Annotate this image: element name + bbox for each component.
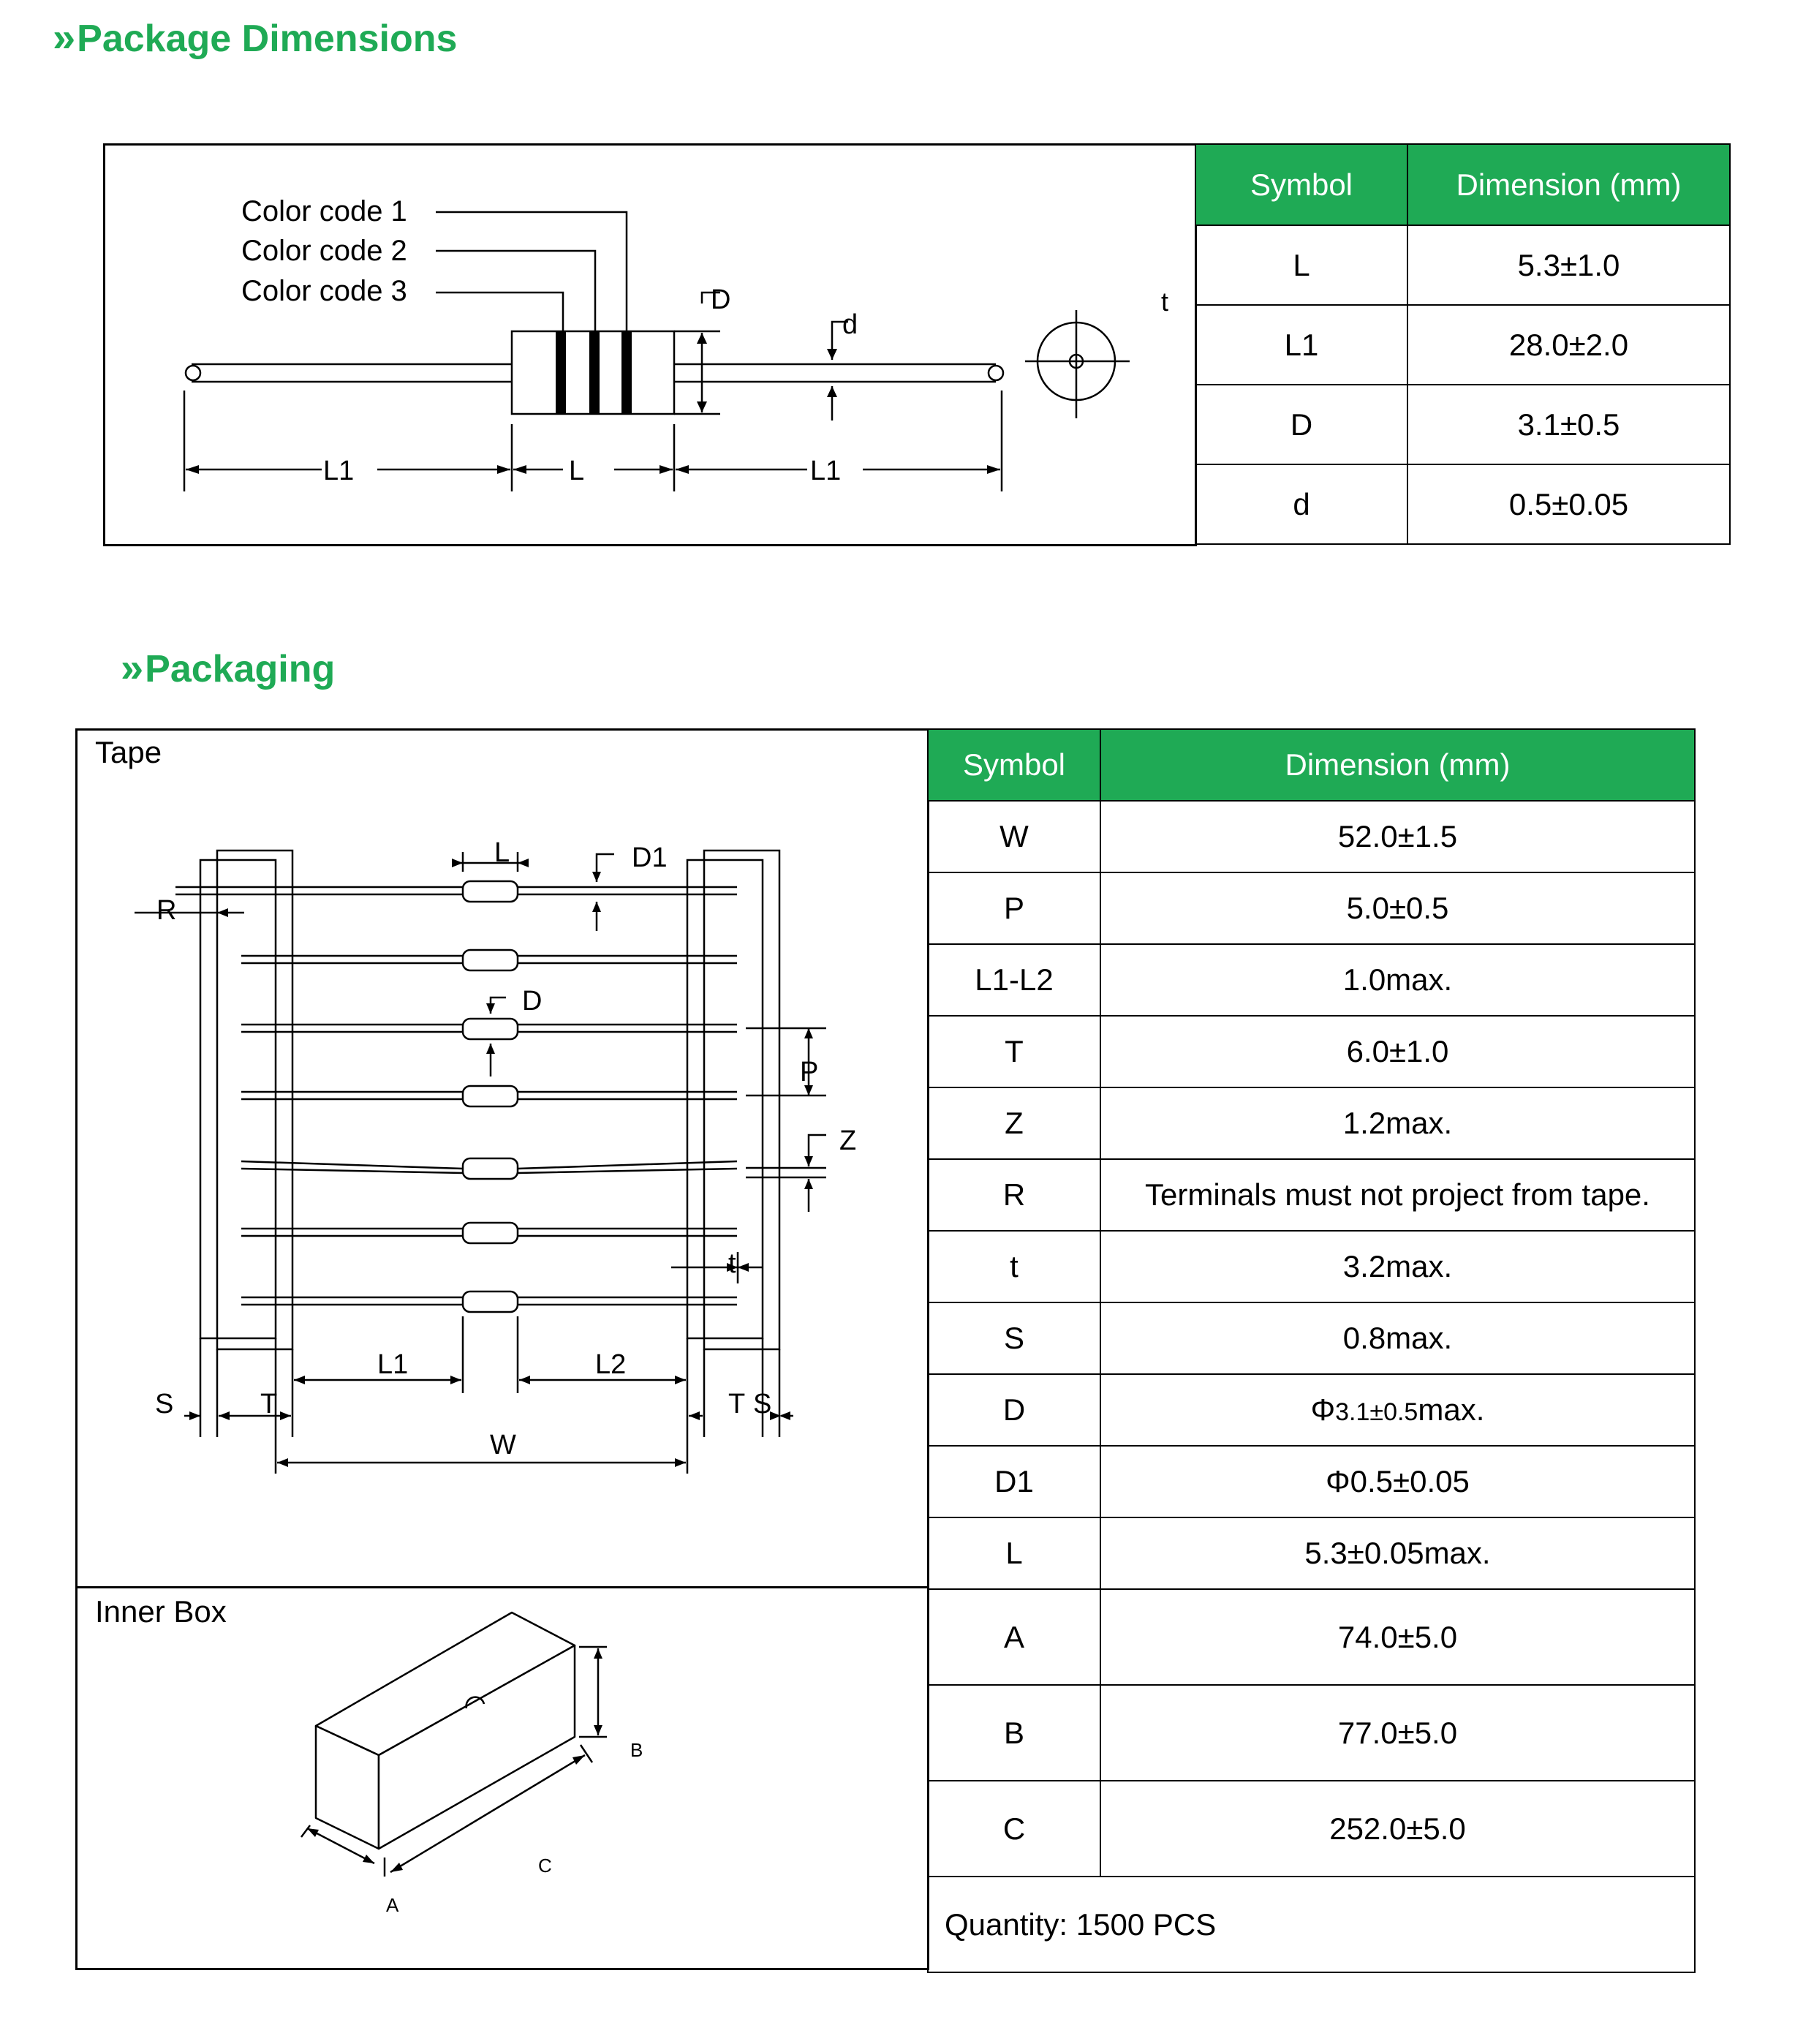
- value-cell: 252.0±5.0: [1100, 1781, 1695, 1877]
- box-dim-A: A: [386, 1894, 399, 1916]
- table-row: [928, 1302, 1695, 1374]
- value-suffix: max.: [1418, 1392, 1485, 1427]
- table-row: [928, 1589, 1695, 1685]
- chevron-icon: »: [53, 14, 72, 60]
- tape-dim-D1: D1: [632, 842, 668, 873]
- quantity-cell: Quantity: 1500 PCS: [928, 1877, 1695, 1972]
- table-row: [928, 1446, 1695, 1517]
- symbol-cell: D: [928, 1374, 1100, 1446]
- header-symbol: Symbol: [1195, 144, 1407, 225]
- symbol-cell: Z: [928, 1087, 1100, 1159]
- tape-dim-L: L: [494, 837, 510, 868]
- table-row: [928, 1685, 1695, 1781]
- tape-dim-T-left: T: [260, 1389, 278, 1419]
- symbol-cell: t: [928, 1231, 1100, 1302]
- table-header-row: [928, 729, 1695, 801]
- symbol-cell: T: [928, 1016, 1100, 1087]
- tape-dim-S-left: S: [155, 1389, 174, 1419]
- chevron-icon: »: [121, 644, 140, 690]
- symbol-cell: P: [928, 872, 1100, 944]
- table-row: [928, 1231, 1695, 1302]
- table-row: [928, 1781, 1695, 1877]
- section-title: Package Dimensions: [77, 18, 458, 60]
- value-cell: 77.0±5.0: [1100, 1685, 1695, 1781]
- symbol-cell: S: [928, 1302, 1100, 1374]
- value-prefix: Φ: [1310, 1392, 1336, 1427]
- value-cell: 28.0±2.0: [1407, 305, 1730, 385]
- box-dim-B: B: [630, 1739, 643, 1761]
- value-cell: 3.2max.: [1100, 1231, 1695, 1302]
- quantity-row: [928, 1877, 1695, 1972]
- value-cell: Terminals must not project from tape.: [1100, 1159, 1695, 1231]
- symbol-cell: L1: [1195, 305, 1407, 385]
- table-row: [928, 872, 1695, 944]
- table-row: [928, 1159, 1695, 1231]
- inner-box-label: Inner Box: [95, 1594, 227, 1629]
- symbol-cell: B: [928, 1685, 1100, 1781]
- tape-dim-R: R: [156, 895, 177, 926]
- value-small: 3.1±0.5: [1335, 1398, 1418, 1426]
- table-row: [928, 1517, 1695, 1589]
- tape-dim-Z: Z: [839, 1125, 857, 1156]
- symbol-cell: C: [928, 1781, 1100, 1877]
- symbol-cell: D1: [928, 1446, 1100, 1517]
- symbol-cell: L: [1195, 225, 1407, 305]
- value-cell: 74.0±5.0: [1100, 1589, 1695, 1685]
- tape-dim-T-right: T: [728, 1389, 746, 1419]
- tape-dim-t: t: [728, 1248, 736, 1279]
- value-cell: 5.3±1.0: [1407, 225, 1730, 305]
- dim-label-L: L: [569, 456, 585, 486]
- table-row: [928, 801, 1695, 872]
- value-cell: 6.0±1.0: [1100, 1016, 1695, 1087]
- value-cell: 0.5±0.05: [1407, 464, 1730, 544]
- header-symbol: Symbol: [928, 729, 1100, 801]
- table-row: [928, 1087, 1695, 1159]
- symbol-cell: W: [928, 801, 1100, 872]
- value-cell: 5.0±0.5: [1100, 872, 1695, 944]
- value-cell: 5.3±0.05max.: [1100, 1517, 1695, 1589]
- tape-dim-P: P: [800, 1057, 819, 1087]
- section-title: Packaging: [145, 648, 336, 690]
- dim-label-D: D: [711, 284, 731, 315]
- tape-dim-W: W: [490, 1430, 516, 1460]
- table-row: [928, 1374, 1695, 1446]
- symbol-cell: d: [1195, 464, 1407, 544]
- box-dim-C: C: [538, 1855, 552, 1877]
- dim-label-t: t: [1161, 287, 1169, 317]
- tape-dim-L2: L2: [595, 1349, 627, 1380]
- tape-dim-S-right: S: [753, 1389, 772, 1419]
- dim-label-L1-left: L1: [323, 456, 355, 486]
- dim-label-L1-right: L1: [810, 456, 842, 486]
- color-code-1-label: Color code 1: [241, 195, 407, 227]
- table-row: [928, 1016, 1695, 1087]
- symbol-cell: A: [928, 1589, 1100, 1685]
- tape-label: Tape: [95, 735, 162, 769]
- symbol-cell: L1-L2: [928, 944, 1100, 1016]
- packaging-table: [927, 728, 1696, 1973]
- symbol-cell: D: [1195, 385, 1407, 464]
- value-cell: 3.1±0.5: [1407, 385, 1730, 464]
- value-cell: 52.0±1.5: [1100, 801, 1695, 872]
- tape-dim-L1: L1: [377, 1349, 409, 1380]
- color-code-3-label: Color code 3: [241, 275, 407, 307]
- tape-dim-D: D: [522, 986, 543, 1017]
- symbol-cell: R: [928, 1159, 1100, 1231]
- header-dimension: Dimension (mm): [1407, 144, 1730, 225]
- value-cell: 1.0max.: [1100, 944, 1695, 1016]
- symbol-cell: L: [928, 1517, 1100, 1589]
- value-cell: 0.8max.: [1100, 1302, 1695, 1374]
- header-dimension: Dimension (mm): [1100, 729, 1695, 801]
- table-row: [928, 944, 1695, 1016]
- color-code-2-label: Color code 2: [241, 235, 407, 267]
- dim-label-d: d: [842, 309, 858, 340]
- value-cell: Φ0.5±0.05: [1100, 1446, 1695, 1517]
- value-cell: 1.2max.: [1100, 1087, 1695, 1159]
- value-cell: [1100, 1374, 1695, 1446]
